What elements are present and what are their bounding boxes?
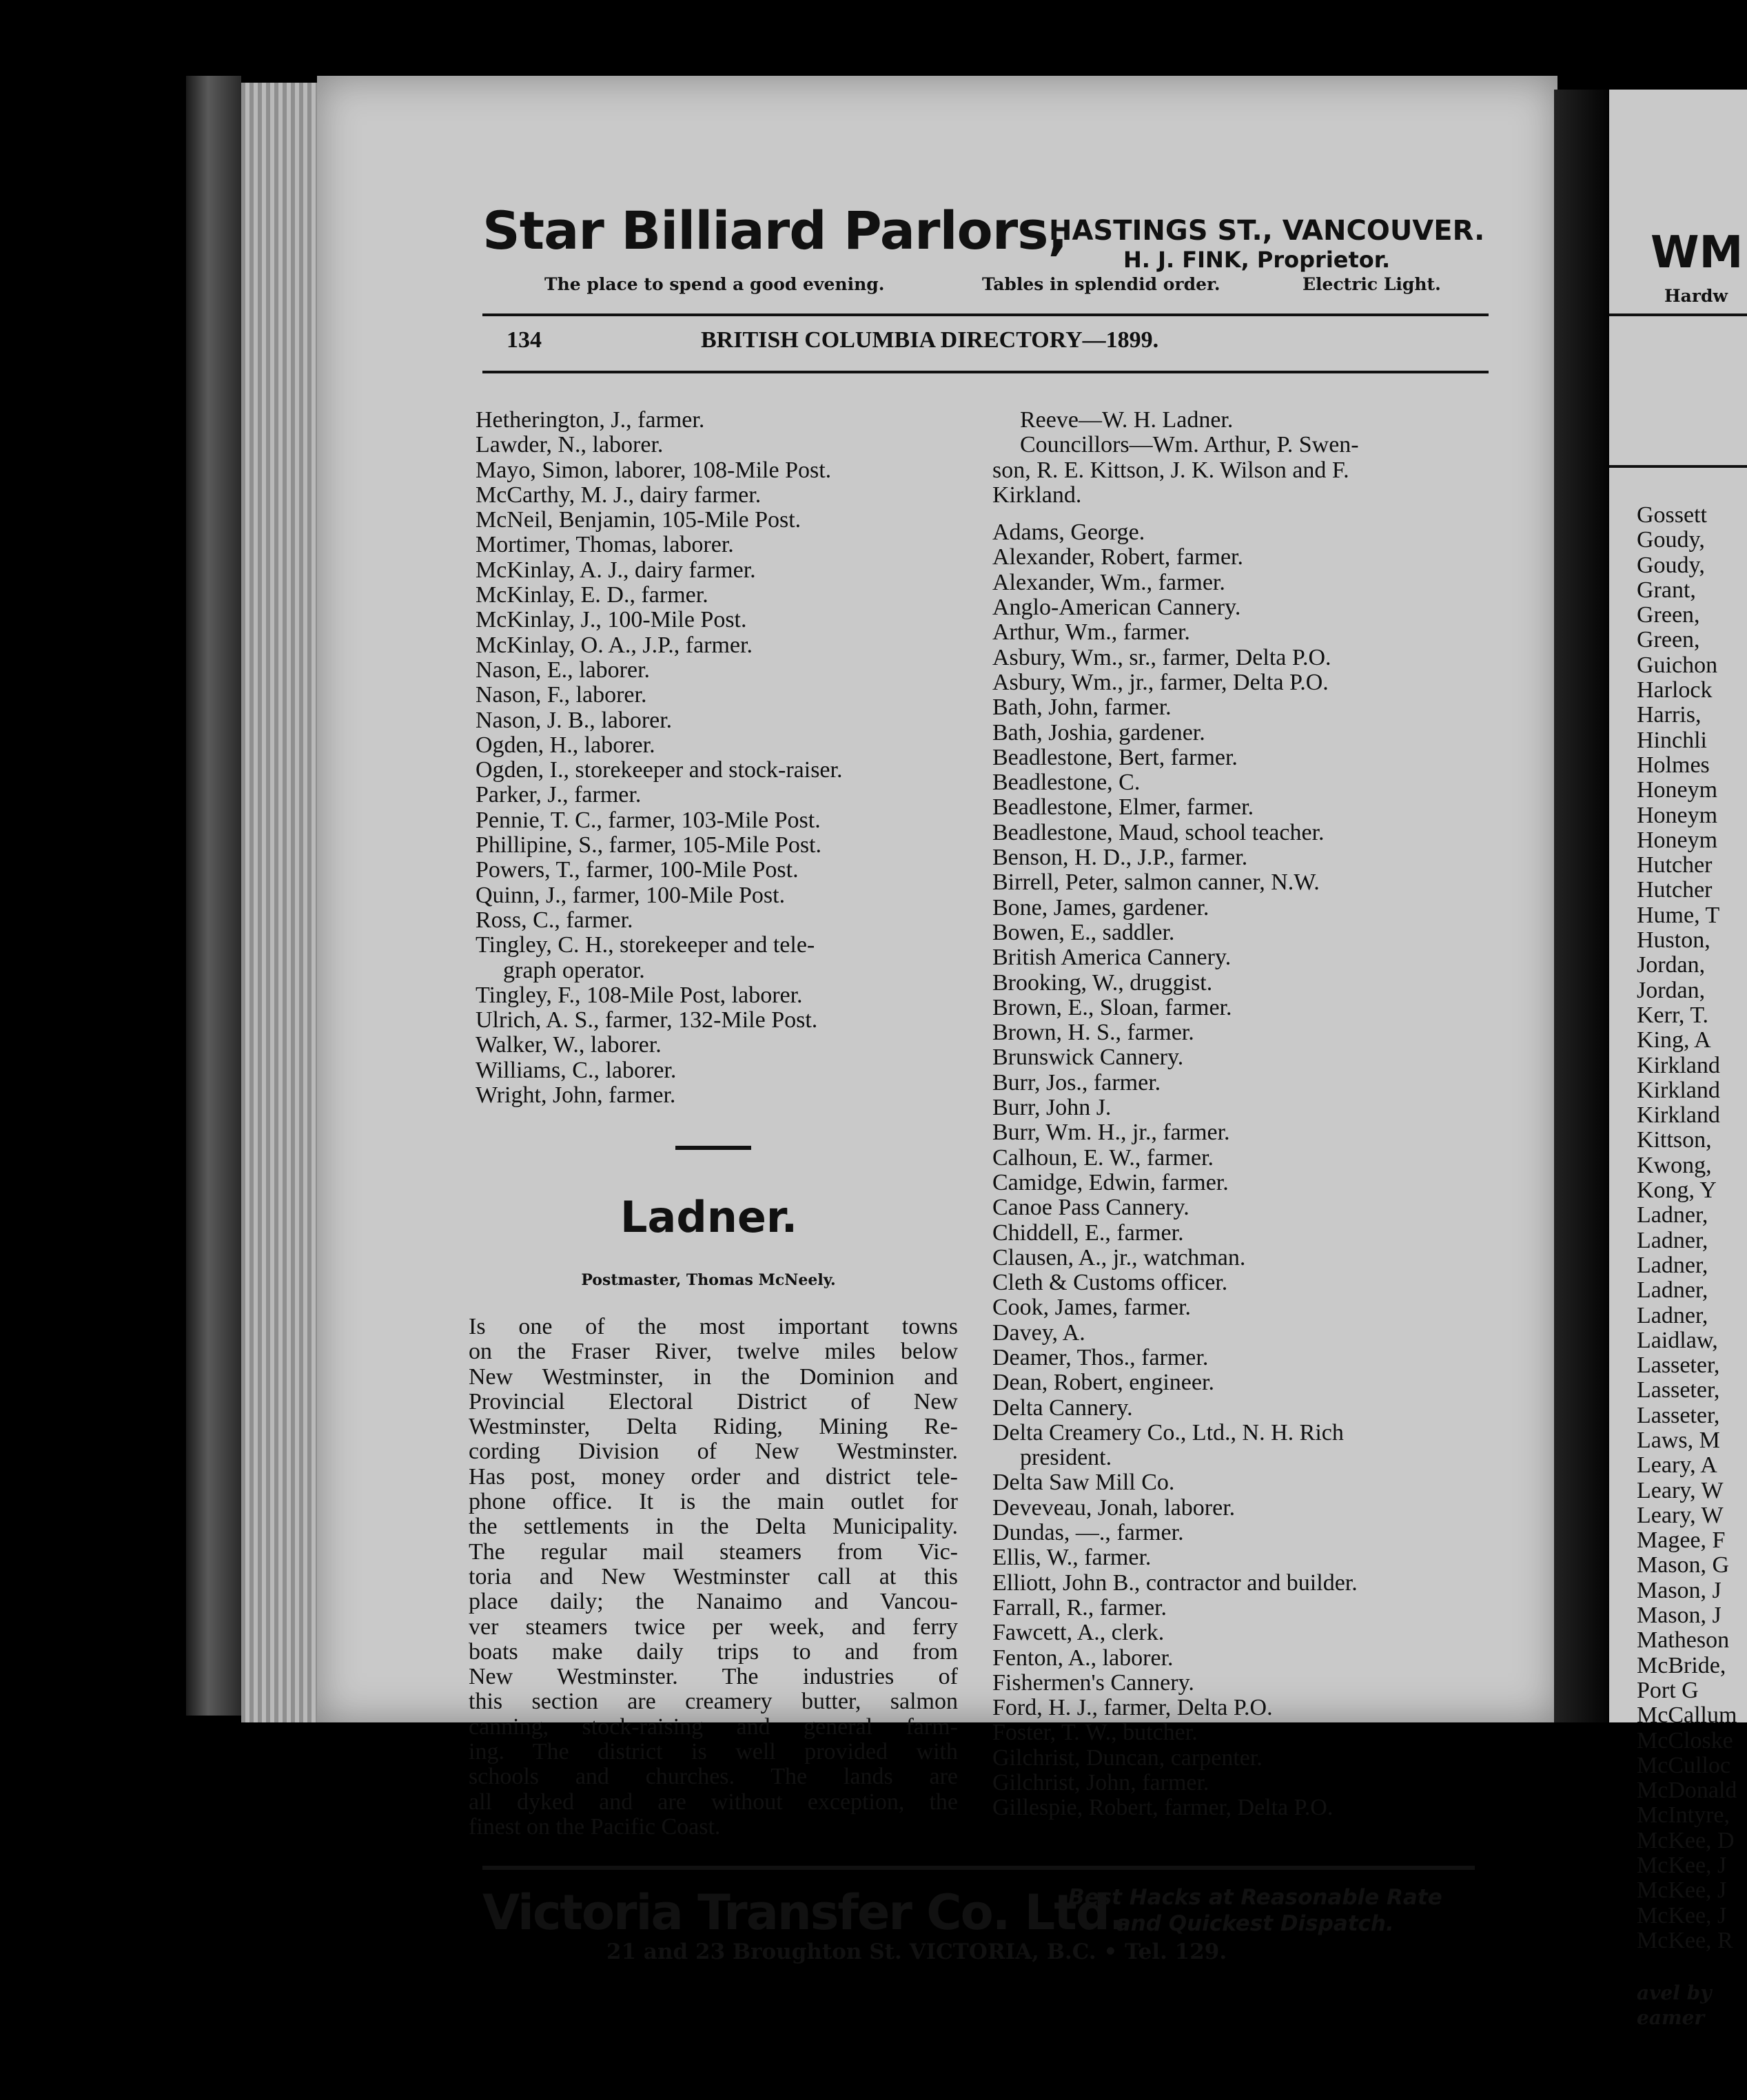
list-item: Hetherington, J., farmer. — [476, 407, 705, 433]
list-item: Delta Creamery Co., Ltd., N. H. Rich — [992, 1419, 1344, 1445]
footer-advertisement — [482, 1871, 1475, 1981]
paragraph-line: place daily; the Nanaimo and Vancou- — [469, 1589, 958, 1615]
list-item: Beadlestone, Maud, school teacher. — [992, 819, 1325, 845]
left-column-entries — [476, 408, 958, 1108]
facing-page-footer-1: avel by — [1637, 1981, 1712, 2004]
footer-ad-tagline — [1068, 1884, 1442, 1937]
list-item: Gilchrist, Duncan, carpenter. — [992, 1744, 1263, 1771]
facing-list-item: Lasseter, — [1637, 1377, 1720, 1403]
facing-list-item: McCulloc — [1637, 1752, 1730, 1778]
facing-list-item: Green, — [1637, 627, 1700, 653]
councillors-line: Councillors—Wm. Arthur, P. Swen- — [1020, 432, 1359, 458]
facing-list-item: Ladner, — [1637, 1302, 1708, 1328]
list-item: Mayo, Simon, laborer, 108-Mile Post. — [476, 457, 832, 483]
list-item: Clausen, A., jr., watchman. — [992, 1244, 1246, 1270]
list-item: McCarthy, M. J., dairy farmer. — [476, 482, 762, 508]
facing-list-item: McKee, J — [1637, 1853, 1727, 1879]
facing-list-item: Harris, — [1637, 702, 1702, 728]
facing-list-item: McDonald — [1637, 1778, 1737, 1804]
list-item: Powers, T., farmer, 100-Mile Post. — [476, 857, 799, 883]
list-item: Cook, James, farmer. — [992, 1295, 1191, 1321]
list-item: Calhoun, E. W., farmer. — [992, 1144, 1214, 1171]
paragraph-line: the settlements in the Delta Municipality. — [469, 1514, 958, 1540]
facing-list-item: Honeym — [1637, 827, 1718, 853]
page-number: 134 — [507, 327, 542, 353]
facing-list-item: Mason, G — [1637, 1552, 1730, 1578]
facing-list-item: Ladner, — [1637, 1202, 1708, 1228]
running-head — [507, 327, 1485, 362]
facing-list-item: McKee, J — [1637, 1877, 1727, 1904]
list-item: Ogden, H., laborer. — [476, 732, 655, 758]
facing-list-item: McKee, R — [1637, 1927, 1733, 1953]
facing-page-header: WM — [1651, 227, 1744, 278]
section-paragraph — [469, 1315, 958, 1840]
facing-list-item: Laidlaw, — [1637, 1327, 1718, 1353]
header-ad-tag-left: The place to spend a good evening. — [544, 274, 885, 294]
header-ad-address: HASTINGS ST., VANCOUVER. — [1049, 215, 1485, 247]
list-item: Farrall, R., farmer. — [992, 1594, 1167, 1620]
facing-page-footer — [1637, 1981, 1711, 2030]
facing-list-item: Kwong, — [1637, 1152, 1712, 1178]
list-item: Ogden, I., storekeeper and stock-raiser. — [476, 757, 843, 783]
list-item: McKinlay, E. D., farmer. — [476, 582, 708, 608]
paragraph-line: on the Fraser River, twelve miles below — [469, 1339, 958, 1365]
list-item: Gilchrist, John, farmer. — [992, 1770, 1209, 1796]
list-item: Bone, James, gardener. — [992, 894, 1209, 920]
list-item: Birrell, Peter, salmon canner, N.W. — [992, 869, 1320, 896]
facing-list-item: McCallum — [1637, 1702, 1737, 1729]
list-item: McKinlay, J., 100-Mile Post. — [476, 607, 747, 633]
right-column-entries — [992, 408, 1495, 1821]
list-item: Beadlestone, Bert, farmer. — [992, 744, 1238, 770]
paragraph-line: New Westminster. The industries of — [469, 1664, 958, 1690]
list-item: Lawder, N., laborer. — [476, 432, 664, 458]
list-item: Tingley, C. H., storekeeper and tele- — [476, 932, 815, 958]
list-item: Dean, Robert, engineer. — [992, 1370, 1214, 1396]
paragraph-line: Has post, money order and district tele- — [469, 1463, 958, 1490]
facing-list-item: Jordan, — [1637, 952, 1706, 978]
facing-page-rule-2 — [1609, 465, 1747, 468]
facing-list-item: Holmes — [1637, 752, 1710, 778]
list-item: McKinlay, A. J., dairy farmer. — [476, 557, 756, 583]
list-item: Foster, T. W., butcher. — [992, 1720, 1198, 1746]
list-item: Bath, John, farmer. — [992, 694, 1172, 721]
footer-ad-title: Victoria Transfer Co. Ltd. — [482, 1884, 1126, 1941]
list-item: Anglo-American Cannery. — [992, 595, 1241, 621]
list-item: Alexander, Wm., farmer. — [992, 569, 1225, 595]
list-item: Cleth & Customs officer. — [992, 1270, 1228, 1296]
header-ad-proprietor: H. J. FINK, Proprietor. — [1123, 247, 1391, 273]
list-item: Dundas, —., farmer. — [992, 1520, 1184, 1546]
list-item: Adams, George. — [992, 519, 1145, 546]
facing-list-item: Kong, Y — [1637, 1177, 1717, 1204]
list-item: Gillespie, Robert, farmer, Delta P.O. — [992, 1795, 1334, 1821]
page-edges — [241, 83, 324, 1722]
list-item: Beadlestone, Elmer, farmer. — [992, 794, 1254, 821]
header-rule — [482, 313, 1489, 316]
list-item: Mortimer, Thomas, laborer. — [476, 532, 734, 558]
facing-list-item: Leary, W — [1637, 1477, 1724, 1503]
header-ad-title: Star Billiard Parlors, — [482, 200, 1067, 261]
footer-ad-tagline-1: Best Hacks at Reasonable Rate — [1068, 1885, 1442, 1910]
facing-list-item: Laws, M — [1637, 1427, 1720, 1453]
facing-list-item: Honeym — [1637, 777, 1718, 803]
book-gutter — [1554, 90, 1616, 1722]
paragraph-line: New Westminster, in the Dominion and — [469, 1363, 958, 1390]
list-item: Alexander, Robert, farmer. — [992, 544, 1243, 570]
list-item: Benson, H. D., J.P., farmer. — [992, 845, 1248, 871]
reeve-line: Reeve—W. H. Ladner. — [1020, 407, 1234, 433]
list-item: Fishermen's Cannery. — [992, 1669, 1194, 1696]
header-ad-tag-mid: Tables in splendid order. — [982, 274, 1220, 294]
list-item: Beadlestone, C. — [992, 770, 1141, 796]
paragraph-line: The regular mail steamers from Vic- — [469, 1538, 958, 1565]
paragraph-line: this section are creamery butter, salmon — [469, 1689, 958, 1715]
facing-list-item: Matheson — [1637, 1627, 1730, 1654]
list-item: Elliott, John B., contractor and builder. — [992, 1569, 1358, 1596]
facing-list-item: Kirkland — [1637, 1052, 1720, 1078]
facing-list-item: Hume, T — [1637, 902, 1720, 928]
list-item: Nason, F., laborer. — [476, 682, 647, 708]
postmaster-line: Postmaster, Thomas McNeely. — [581, 1271, 836, 1289]
facing-list-item: Mason, J — [1637, 1603, 1722, 1629]
list-item: Ulrich, A. S., farmer, 132-Mile Post. — [476, 1007, 818, 1033]
list-item: Camidge, Edwin, farmer. — [992, 1169, 1229, 1195]
facing-list-item: Huston, — [1637, 927, 1710, 954]
list-item: Deamer, Thos., farmer. — [992, 1344, 1209, 1370]
list-item: Fenton, A., laborer. — [992, 1645, 1174, 1671]
facing-list-item: Lasseter, — [1637, 1402, 1720, 1428]
facing-list-item: McCloske — [1637, 1727, 1733, 1753]
facing-list-item: Hinchli — [1637, 727, 1707, 753]
facing-list-item: Guichon — [1637, 652, 1718, 678]
section-heading: Ladner. — [620, 1192, 798, 1242]
list-item: Asbury, Wm., jr., farmer, Delta P.O. — [992, 669, 1329, 695]
list-item: Nason, J. B., laborer. — [476, 707, 673, 733]
councillors-line: son, R. E. Kittson, J. K. Wilson and F. — [992, 457, 1349, 483]
running-head-rule — [482, 371, 1489, 373]
facing-list-item: McIntyre, — [1637, 1802, 1730, 1829]
list-item: Brown, E., Sloan, farmer. — [992, 994, 1232, 1020]
paragraph-line: Provincial Electoral District of New — [469, 1388, 958, 1414]
header-advertisement — [482, 200, 1489, 303]
paragraph-line: boats make daily trips to and from — [469, 1638, 958, 1665]
list-item: Ross, C., farmer. — [476, 907, 633, 933]
list-item: British America Cannery. — [992, 945, 1232, 971]
facing-list-item: Ladner, — [1637, 1252, 1708, 1278]
list-item: Arthur, Wm., farmer. — [992, 619, 1190, 646]
paragraph-line: schools and churches. The lands are — [469, 1764, 958, 1790]
paragraph-line: ing. The district is well provided with — [469, 1739, 958, 1765]
list-item: Wright, John, farmer. — [476, 1082, 676, 1109]
paragraph-line: Is one of the most important towns — [469, 1314, 958, 1339]
paragraph-line: toria and New Westminster call at this — [469, 1563, 958, 1589]
list-item: Williams, C., laborer. — [476, 1057, 677, 1083]
facing-list-item: Honeym — [1637, 802, 1718, 828]
paragraph-line: all dyked and are without exception, the — [469, 1789, 958, 1815]
list-item: Bath, Joshia, gardener. — [992, 719, 1205, 745]
footer-rule — [482, 1866, 1475, 1870]
list-item: Delta Cannery. — [992, 1394, 1133, 1421]
list-item: Walker, W., laborer. — [476, 1032, 662, 1058]
list-item: Delta Saw Mill Co. — [992, 1470, 1175, 1496]
list-item: Chiddell, E., farmer. — [992, 1219, 1184, 1246]
list-item: Pennie, T. C., farmer, 103-Mile Post. — [476, 807, 821, 833]
list-item: Nason, E., laborer. — [476, 657, 651, 683]
list-item: Deveveau, Jonah, laborer. — [992, 1494, 1236, 1521]
list-item: Brooking, W., druggist. — [992, 969, 1213, 996]
list-item: Burr, Wm. H., jr., farmer. — [992, 1120, 1230, 1146]
paragraph-line: ver steamers twice per week, and ferry — [469, 1614, 958, 1640]
facing-page-entries — [1637, 503, 1737, 1953]
facing-list-item: Green, — [1637, 602, 1700, 628]
facing-list-item: Gossett — [1637, 502, 1707, 528]
list-item: Phillipine, S., farmer, 105-Mile Post. — [476, 832, 821, 858]
councillors-line: Kirkland. — [992, 482, 1082, 508]
section-divider — [675, 1146, 751, 1150]
facing-list-item: Ladner, — [1637, 1227, 1708, 1253]
paragraph-line: phone office. It is the main outlet for — [469, 1489, 958, 1515]
facing-list-item: Lasseter, — [1637, 1352, 1720, 1379]
footer-ad-address: 21 and 23 Broughton St. VICTORIA, B.C. • Tel. 129. — [606, 1939, 1227, 1964]
facing-list-item: Hutcher — [1637, 877, 1713, 903]
facing-list-item: Port G — [1637, 1677, 1699, 1703]
list-item: Ellis, W., farmer. — [992, 1545, 1152, 1571]
list-item: Davey, A. — [992, 1319, 1085, 1346]
facing-list-item: Leary, W — [1637, 1502, 1724, 1528]
facing-list-item: Leary, A — [1637, 1452, 1717, 1479]
facing-page-sub: Hardw — [1664, 286, 1728, 306]
paragraph-line: finest on the Pacific Coast. — [469, 1813, 721, 1840]
facing-list-item: Kirkland — [1637, 1077, 1720, 1103]
running-head-title: BRITISH COLUMBIA DIRECTORY—1899. — [701, 327, 1159, 353]
facing-list-item: McKee, D — [1637, 1827, 1735, 1853]
paragraph-line: Westminster, Delta Riding, Mining Re- — [469, 1414, 958, 1440]
facing-list-item: Kittson, — [1637, 1127, 1712, 1153]
facing-list-item: McBride, — [1637, 1652, 1726, 1678]
facing-list-item: Harlock — [1637, 677, 1713, 703]
book-binding — [186, 76, 241, 1716]
facing-page-rule — [1609, 313, 1747, 316]
facing-list-item: Goudy, — [1637, 527, 1705, 553]
list-item: McKinlay, O. A., J.P., farmer. — [476, 632, 753, 658]
list-item: president. — [1020, 1445, 1112, 1471]
list-item: Parker, J., farmer. — [476, 782, 642, 808]
facing-list-item: King, A — [1637, 1027, 1711, 1053]
facing-list-item: Jordan, — [1637, 977, 1706, 1003]
footer-ad-tagline-2: and Quickest Dispatch. — [1116, 1911, 1394, 1936]
facing-list-item: Kerr, T. — [1637, 1002, 1709, 1028]
list-item: Brunswick Cannery. — [992, 1044, 1184, 1071]
paragraph-line: canning, stock-raising and general farm- — [469, 1713, 958, 1740]
facing-list-item: Grant, — [1637, 577, 1696, 603]
facing-list-item: Hutcher — [1637, 852, 1713, 878]
list-item: Burr, Jos., farmer. — [992, 1069, 1161, 1095]
facing-page — [1609, 90, 1747, 2029]
paragraph-line: cording Division of New Westminster. — [469, 1439, 958, 1465]
facing-list-item: Mason, J — [1637, 1577, 1722, 1603]
facing-list-item: Kirkland — [1637, 1102, 1720, 1129]
list-item: Ford, H. J., farmer, Delta P.O. — [992, 1695, 1273, 1721]
list-item: Canoe Pass Cannery. — [992, 1195, 1189, 1221]
list-item: McNeil, Benjamin, 105-Mile Post. — [476, 507, 801, 533]
list-item: Bowen, E., saddler. — [992, 919, 1175, 945]
facing-list-item: Magee, F — [1637, 1527, 1726, 1554]
header-ad-tag-right: Electric Light. — [1302, 274, 1441, 294]
spacer — [992, 508, 1495, 520]
list-item: Burr, John J. — [992, 1095, 1112, 1121]
list-item: graph operator. — [503, 957, 645, 983]
list-item: Tingley, F., 108-Mile Post, laborer. — [476, 982, 803, 1008]
facing-page-footer-2: eamer — [1637, 2006, 1705, 2029]
facing-list-item: Goudy, — [1637, 552, 1705, 578]
facing-list-item: McKee, J — [1637, 1902, 1727, 1928]
facing-list-item: Ladner, — [1637, 1277, 1708, 1304]
list-item: Asbury, Wm., sr., farmer, Delta P.O. — [992, 644, 1331, 670]
list-item: Brown, H. S., farmer. — [992, 1020, 1194, 1046]
list-item: Fawcett, A., clerk. — [992, 1620, 1165, 1646]
list-item: Quinn, J., farmer, 100-Mile Post. — [476, 882, 786, 908]
